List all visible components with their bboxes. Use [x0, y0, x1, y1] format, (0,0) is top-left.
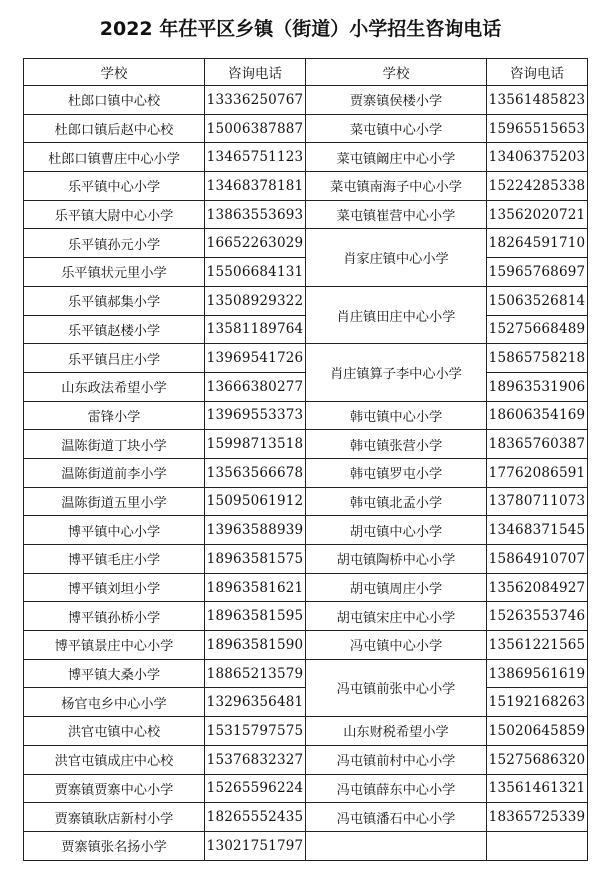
contact-table: [23, 58, 588, 861]
school-cell: 温陈街道五里小学: [24, 487, 205, 516]
phone-cell: 13563566678: [205, 458, 306, 487]
phone-cell: 13581189764: [205, 315, 306, 344]
school-cell: 博平镇毛庄小学: [24, 545, 205, 574]
phone-cell: 13561461321: [487, 774, 588, 803]
table-row: [24, 229, 588, 258]
school-cell: 博平镇孙桥小学: [24, 602, 205, 631]
school-cell: 乐平镇赵楼小学: [24, 315, 205, 344]
school-cell: 温陈街道丁块小学: [24, 430, 205, 459]
school-cell: 冯屯镇前张中心小学: [306, 659, 487, 716]
school-cell: 韩屯镇北孟小学: [306, 487, 487, 516]
school-cell: 乐平镇郝集小学: [24, 286, 205, 315]
school-cell: 冯屯镇薛东中心小学: [306, 774, 487, 803]
phone-cell: 17762086591: [487, 458, 588, 487]
phone-cell: 18265552435: [205, 803, 306, 832]
school-cell: 乐平镇吕庄小学: [24, 344, 205, 373]
school-cell: 冯屯镇潘石中心小学: [306, 803, 487, 832]
table-row: [24, 114, 588, 143]
school-cell: 冯屯镇中心小学: [306, 631, 487, 660]
table-row: [24, 86, 588, 115]
school-cell: 菜屯镇阚庄中心小学: [306, 143, 487, 172]
school-cell: 贾寨镇贾寨中心小学: [24, 774, 205, 803]
school-cell: 洪官屯镇中心校: [24, 717, 205, 746]
school-cell: 杜郎口镇中心校: [24, 86, 205, 115]
school-cell: 菜屯镇崔营中心小学: [306, 200, 487, 229]
table-row: [24, 803, 588, 832]
table-row: [24, 286, 588, 315]
phone-cell: 15224285338: [487, 172, 588, 201]
table-row: [24, 344, 588, 373]
phone-cell: 15965515653: [487, 114, 588, 143]
school-cell: 肖庄镇算子李中心小学: [306, 344, 487, 401]
phone-cell: 15263553746: [487, 602, 588, 631]
phone-cell: 13406375203: [487, 143, 588, 172]
table-row: [24, 631, 588, 660]
phone-cell: 15192168263: [487, 688, 588, 717]
header-phone-left: 咨询电话: [205, 59, 306, 86]
phone-cell: 15315797575: [205, 717, 306, 746]
phone-cell: 13666380277: [205, 372, 306, 401]
phone-cell: 15864910707: [487, 545, 588, 574]
phone-cell: 15376832327: [205, 745, 306, 774]
school-cell: 胡屯镇陶桥中心小学: [306, 545, 487, 574]
school-cell: 杜郎口镇后赵中心校: [24, 114, 205, 143]
school-cell: 贾寨镇侯楼小学: [306, 86, 487, 115]
table-row: [24, 430, 588, 459]
school-cell: 乐平镇大尉中心小学: [24, 200, 205, 229]
phone-cell: 13561485823: [487, 86, 588, 115]
school-cell: 雷锋小学: [24, 401, 205, 430]
phone-cell: 15965768697: [487, 258, 588, 287]
school-cell: 山东政法希望小学: [24, 372, 205, 401]
phone-cell: 15275668489: [487, 315, 588, 344]
phone-cell: 13863553693: [205, 200, 306, 229]
table-row: [24, 401, 588, 430]
table-row: [24, 143, 588, 172]
phone-cell: [487, 831, 588, 860]
phone-cell: 15095061912: [205, 487, 306, 516]
phone-cell: 18264591710: [487, 229, 588, 258]
table-row: [24, 831, 588, 860]
school-cell: [306, 831, 487, 860]
school-cell: 菜屯镇中心小学: [306, 114, 487, 143]
phone-cell: 13963588939: [205, 516, 306, 545]
phone-cell: 13468378181: [205, 172, 306, 201]
school-cell: 温陈街道前李小学: [24, 458, 205, 487]
phone-cell: 15265596224: [205, 774, 306, 803]
school-cell: 胡屯镇宋庄中心小学: [306, 602, 487, 631]
header-phone-right: 咨询电话: [487, 59, 588, 86]
school-cell: 博平镇景庄中心小学: [24, 631, 205, 660]
table-row: [24, 602, 588, 631]
table-row: [24, 717, 588, 746]
phone-cell: 15506684131: [205, 258, 306, 287]
phone-cell: 13296356481: [205, 688, 306, 717]
school-cell: 杨官屯乡中心小学: [24, 688, 205, 717]
school-cell: 杜郎口镇曹庄中心小学: [24, 143, 205, 172]
phone-cell: 18365725339: [487, 803, 588, 832]
table-row: [24, 774, 588, 803]
phone-cell: 13508929322: [205, 286, 306, 315]
phone-cell: 13562020721: [487, 200, 588, 229]
school-cell: 乐平镇中心小学: [24, 172, 205, 201]
table-row: [24, 200, 588, 229]
header-school-right: 学校: [306, 59, 487, 86]
school-cell: 山东财税希望小学: [306, 717, 487, 746]
school-cell: 博平镇大桑小学: [24, 659, 205, 688]
school-cell: 肖家庄镇中心小学: [306, 229, 487, 286]
school-cell: 菜屯镇南海子中心小学: [306, 172, 487, 201]
phone-cell: 15865758218: [487, 344, 588, 373]
table-row: [24, 745, 588, 774]
school-cell: 冯屯镇前村中心小学: [306, 745, 487, 774]
phone-cell: 15020645859: [487, 717, 588, 746]
table-body: [24, 86, 588, 861]
phone-cell: 13969553373: [205, 401, 306, 430]
school-cell: 乐平镇孙元小学: [24, 229, 205, 258]
school-cell: 贾寨镇张名扬小学: [24, 831, 205, 860]
phone-cell: 18963581595: [205, 602, 306, 631]
phone-cell: 13780711073: [487, 487, 588, 516]
header-school-left: 学校: [24, 59, 205, 86]
table-row: [24, 458, 588, 487]
school-cell: 博平镇中心小学: [24, 516, 205, 545]
phone-cell: 18963531906: [487, 372, 588, 401]
school-cell: 乐平镇状元里小学: [24, 258, 205, 287]
phone-cell: 15006387887: [205, 114, 306, 143]
phone-cell: 18606354169: [487, 401, 588, 430]
phone-cell: 13562084927: [487, 573, 588, 602]
phone-cell: 13969541726: [205, 344, 306, 373]
page-title: 2022 年茌平区乡镇（街道）小学招生咨询电话: [99, 18, 502, 40]
school-cell: 胡屯镇周庄小学: [306, 573, 487, 602]
table-row: [24, 545, 588, 574]
phone-cell: 18963581590: [205, 631, 306, 660]
school-cell: 韩屯镇罗屯小学: [306, 458, 487, 487]
school-cell: 洪官屯镇成庄中心校: [24, 745, 205, 774]
phone-cell: 13336250767: [205, 86, 306, 115]
school-cell: 博平镇刘坦小学: [24, 573, 205, 602]
phone-cell: 15275686320: [487, 745, 588, 774]
phone-cell: 18963581621: [205, 573, 306, 602]
phone-cell: 18865213579: [205, 659, 306, 688]
school-cell: 贾寨镇耿店新村小学: [24, 803, 205, 832]
phone-cell: 13869561619: [487, 659, 588, 688]
phone-cell: 15063526814: [487, 286, 588, 315]
table-row: [24, 516, 588, 545]
phone-cell: 18963581575: [205, 545, 306, 574]
school-cell: 韩屯镇张营小学: [306, 430, 487, 459]
table-row: [24, 487, 588, 516]
school-cell: 肖庄镇田庄中心小学: [306, 286, 487, 343]
phone-cell: 13561221565: [487, 631, 588, 660]
table-row: [24, 573, 588, 602]
school-cell: 韩屯镇中心小学: [306, 401, 487, 430]
table-row: [24, 172, 588, 201]
phone-cell: 13468371545: [487, 516, 588, 545]
school-cell: 胡屯镇中心小学: [306, 516, 487, 545]
table-row: [24, 659, 588, 688]
phone-cell: 18365760387: [487, 430, 588, 459]
phone-cell: 13021751797: [205, 831, 306, 860]
phone-cell: 16652263029: [205, 229, 306, 258]
phone-cell: 15998713518: [205, 430, 306, 459]
header-row: [24, 59, 588, 86]
phone-cell: 13465751123: [205, 143, 306, 172]
